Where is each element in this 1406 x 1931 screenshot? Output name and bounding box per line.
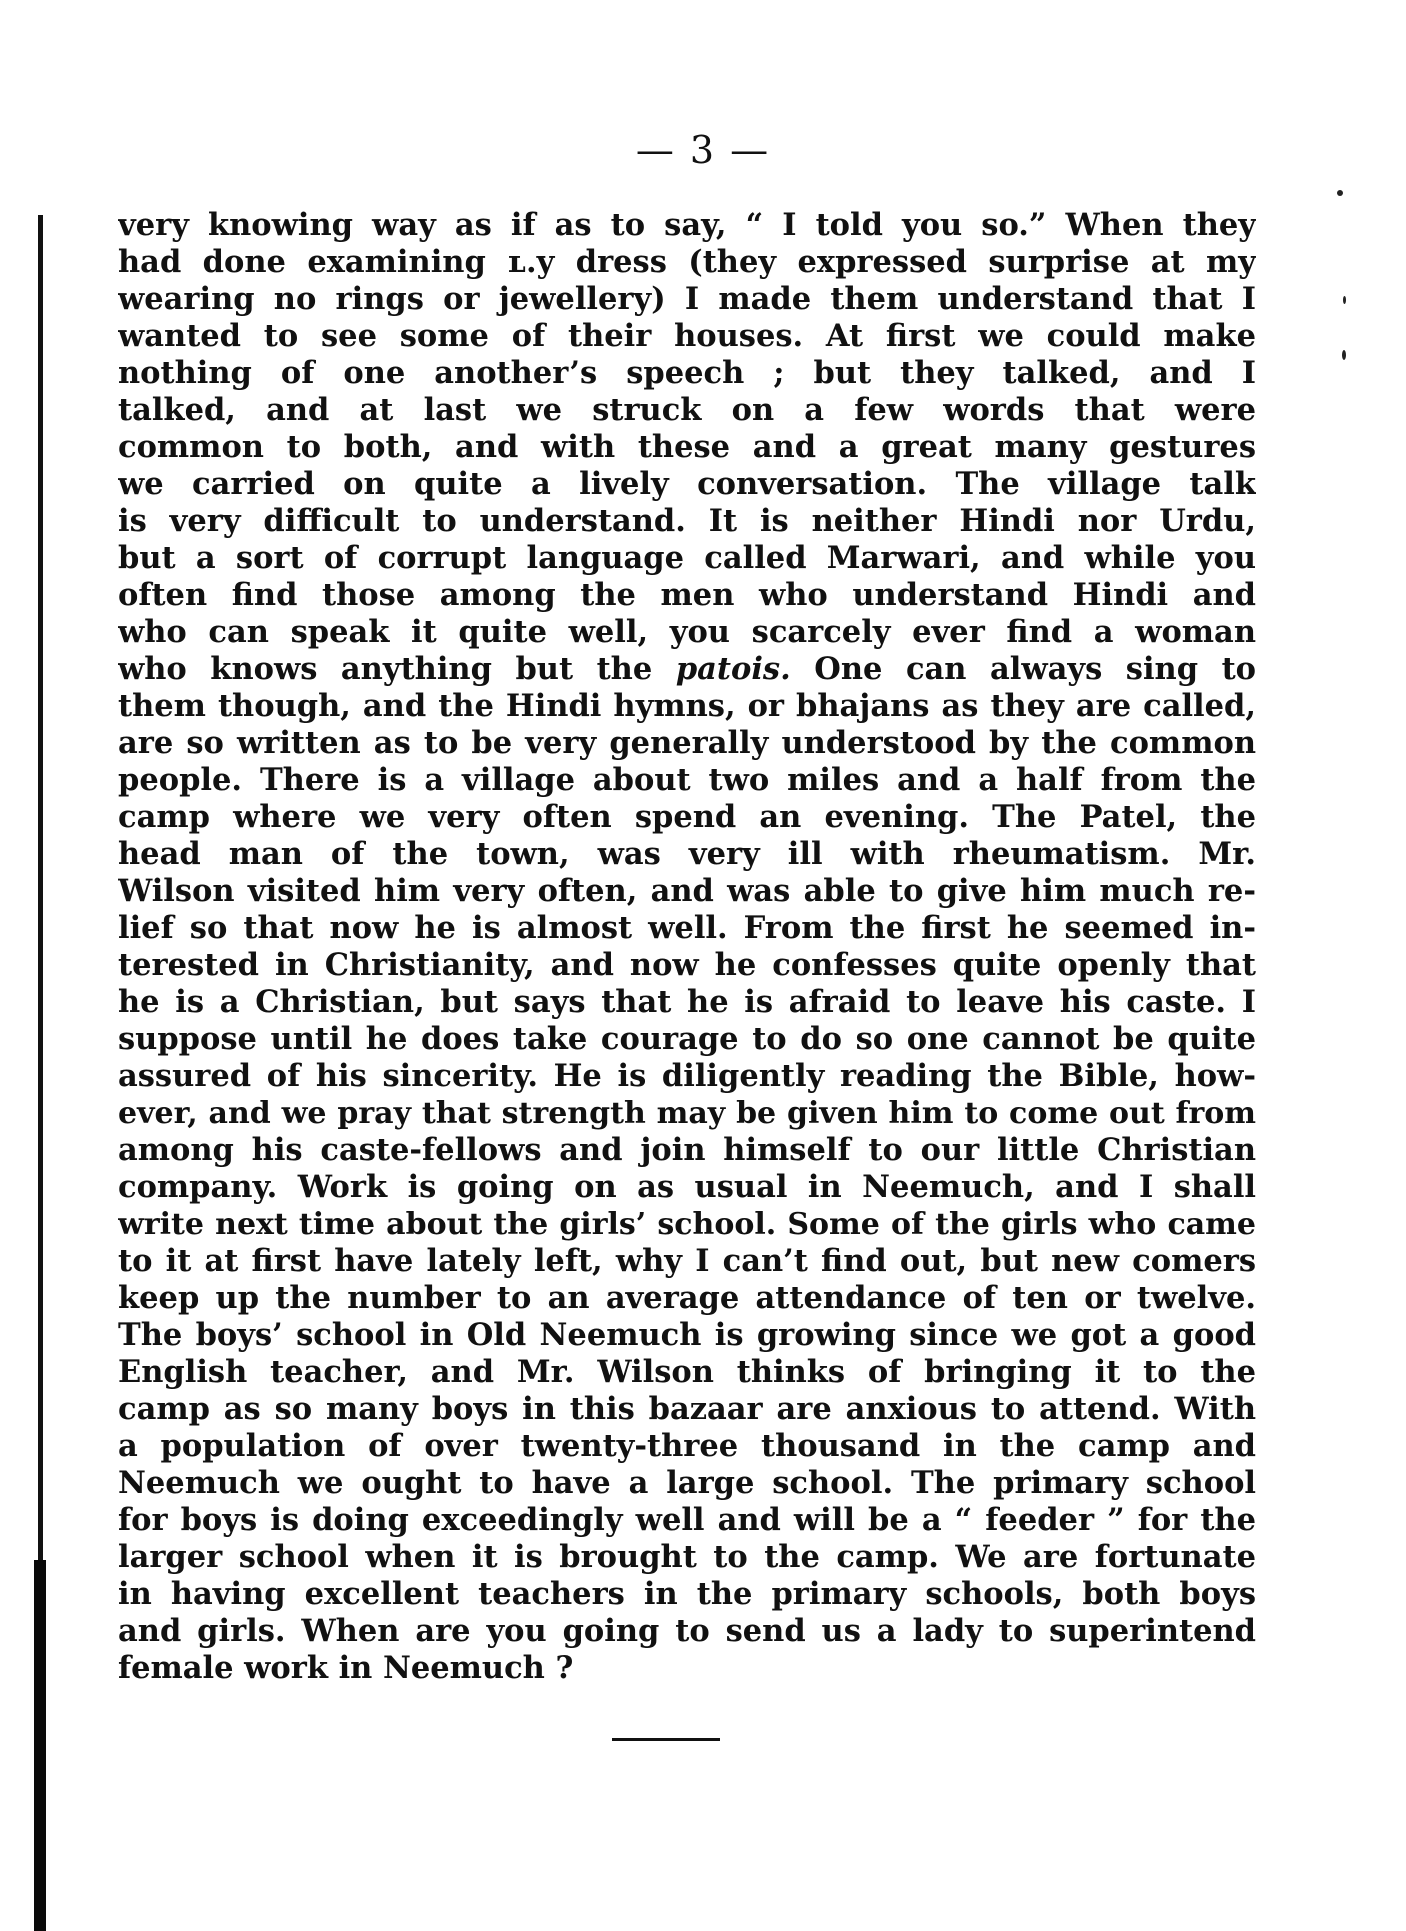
- body-text: [118, 207, 1256, 1687]
- text-line: Wilson visited him very often, and was able to give him much re-: [118, 873, 1256, 909]
- text-line: and girls. When are you going to send us a lady to superintend: [118, 1613, 1256, 1649]
- text-line: wanted to see some of their houses. At first we could make: [118, 318, 1256, 354]
- text-line: very knowing way as if as to say, “ I told you so.” When they: [118, 207, 1256, 243]
- text-line: common to both, and with these and a great many gestures: [118, 429, 1256, 465]
- text-line: [118, 651, 1256, 688]
- scan-speck: [1343, 296, 1346, 304]
- text-line: assured of his sincerity. He is diligently reading the Bible, how-: [118, 1058, 1256, 1094]
- text-line: talked, and at last we struck on a few words that were: [118, 392, 1256, 428]
- text-segment: who knows anything but the: [118, 651, 653, 687]
- text-line: company. Work is going on as usual in Neemuch, and I shall: [118, 1169, 1256, 1205]
- text-line: among his caste-fellows and join himself to our little Christian: [118, 1132, 1256, 1168]
- text-line: a population of over twenty-three thousand in the camp and: [118, 1428, 1256, 1464]
- text-line: in having excellent teachers in the primary schools, both boys: [118, 1576, 1256, 1612]
- text-line: head man of the town, was very ill with rheumatism. Mr.: [118, 836, 1256, 872]
- text-line: keep up the number to an average attendance of ten or twelve.: [118, 1280, 1256, 1316]
- text-line: had done examining ʟ.y dress (they expressed surprise at my: [118, 244, 1256, 280]
- text-line: are so written as to be very generally understood by the common: [118, 725, 1256, 761]
- closing-rule: [612, 1738, 720, 1741]
- text-line: ever, and we pray that strength may be given him to come out from: [118, 1096, 1256, 1131]
- text-line: wearing no rings or jewellery) I made them understand that I: [118, 281, 1256, 317]
- text-line: lief so that now he is almost well. From the first he seemed in-: [118, 910, 1256, 946]
- text-line: larger school when it is brought to the camp. We are fortunate: [118, 1539, 1256, 1575]
- text-line: he is a Christian, but says that he is afraid to leave his caste. I: [118, 984, 1256, 1020]
- text-line: camp where we very often spend an evening. The Patel, the: [118, 799, 1256, 835]
- text-line: is very difficult to understand. It is neither Hindi nor Urdu,: [118, 503, 1256, 539]
- italic-word: patois.: [675, 651, 791, 687]
- text-line: but a sort of corrupt language called Marwari, and while you: [118, 540, 1256, 576]
- text-line: we carried on quite a lively conversation. The village talk: [118, 466, 1256, 502]
- text-line: often find those among the men who understand Hindi and: [118, 577, 1256, 613]
- text-line: write next time about the girls’ school. Some of the girls who came: [118, 1207, 1256, 1242]
- text-segment: One can always sing to: [814, 651, 1256, 687]
- scan-left-edge-lower: [34, 1560, 46, 1931]
- text-line: for boys is doing exceedingly well and will be a “ feeder ” for the: [118, 1502, 1256, 1538]
- scan-speck: [1342, 350, 1346, 360]
- text-line: female work in Neemuch ?: [118, 1650, 574, 1686]
- text-line: camp as so many boys in this bazaar are anxious to attend. With: [118, 1391, 1256, 1427]
- text-line: to it at first have lately left, why I can’t find out, but new comers: [118, 1243, 1256, 1279]
- text-line: suppose until he does take courage to do so one cannot be quite: [118, 1021, 1256, 1057]
- text-line: nothing of one another’s speech ; but they talked, and I: [118, 355, 1256, 391]
- text-line: Neemuch we ought to have a large school. The primary school: [118, 1465, 1256, 1501]
- text-line: them though, and the Hindi hymns, or bhajans as they are called,: [118, 688, 1256, 724]
- text-line: who can speak it quite well, you scarcely ever find a woman: [118, 614, 1256, 650]
- scan-speck: [1337, 190, 1343, 196]
- text-line: English teacher, and Mr. Wilson thinks of bringing it to the: [118, 1354, 1256, 1390]
- text-line: The boys’ school in Old Neemuch is growing since we got a good: [118, 1317, 1256, 1353]
- text-line: people. There is a village about two miles and a half from the: [118, 762, 1256, 798]
- text-line: terested in Christianity, and now he confesses quite openly that: [118, 947, 1256, 983]
- page-number: — 3 —: [635, 128, 771, 172]
